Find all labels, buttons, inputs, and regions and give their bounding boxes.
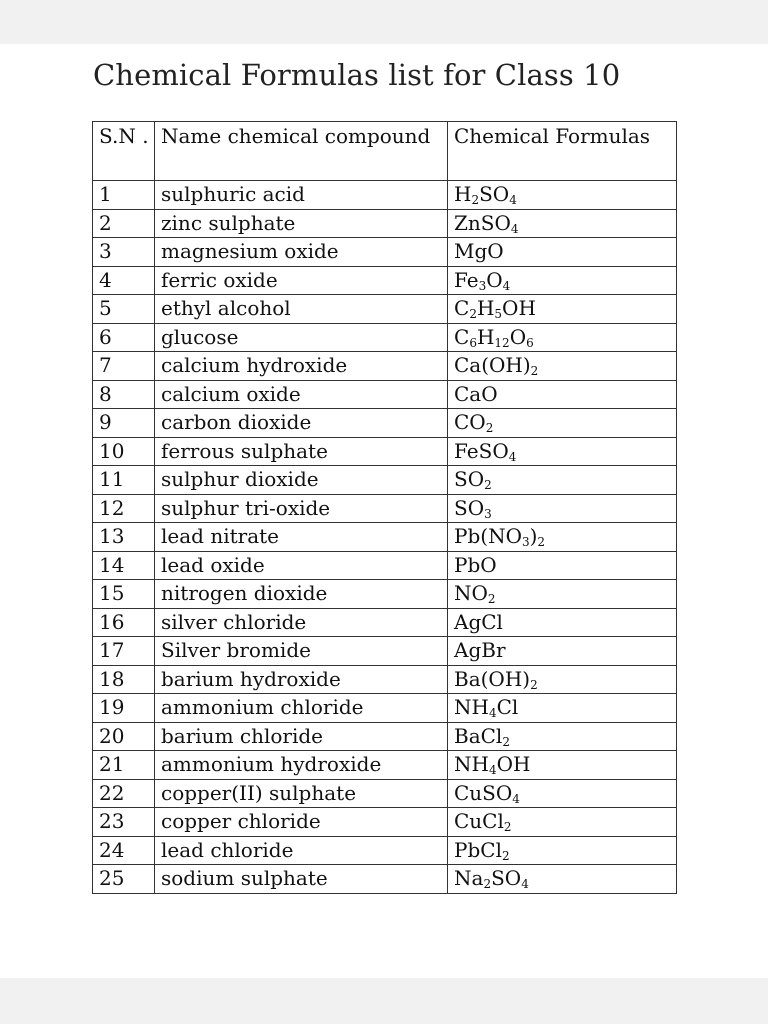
serial-number-cell: 20 (93, 722, 155, 751)
header-serial-number: S.N . (93, 122, 155, 181)
serial-number-cell: 4 (93, 266, 155, 295)
table-row (93, 779, 677, 808)
chemical-formula-cell: $NO_2$ (448, 580, 677, 609)
compound-name-cell: copper(II) sulphate (155, 779, 448, 808)
table-row (93, 836, 677, 865)
chemical-formula-cell: MgO (448, 238, 677, 267)
table-header-row (93, 122, 677, 181)
compound-name-cell: ammonium chloride (155, 694, 448, 723)
table-row (93, 751, 677, 780)
table-row (93, 209, 677, 238)
chemical-formula-cell: $NH_4OH$ (448, 751, 677, 780)
compound-name-cell: magnesium oxide (155, 238, 448, 267)
compound-name-cell: silver chloride (155, 608, 448, 637)
serial-number-cell: 8 (93, 380, 155, 409)
chemical-formula-cell: AgBr (448, 637, 677, 666)
page-title: Chemical Formulas list for Class 10 (93, 58, 621, 92)
table-row (93, 181, 677, 210)
compound-name-cell: ferrous sulphate (155, 437, 448, 466)
compound-name-cell: carbon dioxide (155, 409, 448, 438)
table-row (93, 323, 677, 352)
header-chemical-formula: Chemical Formulas (448, 122, 677, 181)
chemical-formula-cell: $C_6H_{12}O_6$ (448, 323, 677, 352)
serial-number-cell: 23 (93, 808, 155, 837)
chemical-formula-cell: $SO_3$ (448, 494, 677, 523)
compound-name-cell: lead chloride (155, 836, 448, 865)
compound-name-cell: calcium oxide (155, 380, 448, 409)
serial-number-cell: 16 (93, 608, 155, 637)
table-row (93, 380, 677, 409)
serial-number-cell: 14 (93, 551, 155, 580)
compound-name-cell: zinc sulphate (155, 209, 448, 238)
table-row (93, 694, 677, 723)
chemical-formula-cell: FeSO$_4$ (448, 437, 677, 466)
serial-number-cell: 25 (93, 865, 155, 894)
chemical-formula-cell: BaCl$_2$ (448, 722, 677, 751)
table-row (93, 494, 677, 523)
document-page (0, 44, 768, 978)
chemical-formula-cell: ZnSO$_4$ (448, 209, 677, 238)
chemical-formula-cell: PbO (448, 551, 677, 580)
compound-name-cell: Silver bromide (155, 637, 448, 666)
chemical-formula-cell: $H_2SO_4$ (448, 181, 677, 210)
chemical-formula-cell: $SO_2$ (448, 466, 677, 495)
chemical-formula-cell: $Fe_3O_4$ (448, 266, 677, 295)
table-row (93, 551, 677, 580)
serial-number-cell: 10 (93, 437, 155, 466)
compound-name-cell: sulphur tri-oxide (155, 494, 448, 523)
table-row (93, 409, 677, 438)
serial-number-cell: 12 (93, 494, 155, 523)
table-row (93, 580, 677, 609)
serial-number-cell: 19 (93, 694, 155, 723)
compound-name-cell: copper chloride (155, 808, 448, 837)
table-row (93, 665, 677, 694)
compound-name-cell: ethyl alcohol (155, 295, 448, 324)
table-row (93, 608, 677, 637)
serial-number-cell: 24 (93, 836, 155, 865)
serial-number-cell: 22 (93, 779, 155, 808)
serial-number-cell: 5 (93, 295, 155, 324)
serial-number-cell: 6 (93, 323, 155, 352)
table-row (93, 238, 677, 267)
compound-name-cell: barium chloride (155, 722, 448, 751)
serial-number-cell: 17 (93, 637, 155, 666)
chemical-formula-cell: $Ca(OH)_2$ (448, 352, 677, 381)
chemical-formulas-table (92, 121, 677, 894)
chemical-formula-cell: $Pb(NO_3)_2$ (448, 523, 677, 552)
header-compound-name: Name chemical compound (155, 122, 448, 181)
serial-number-cell: 9 (93, 409, 155, 438)
table-row (93, 865, 677, 894)
chemical-formula-cell: CuSO$_4$ (448, 779, 677, 808)
compound-name-cell: calcium hydroxide (155, 352, 448, 381)
compound-name-cell: sodium sulphate (155, 865, 448, 894)
chemical-formula-cell: CuCl$_2$ (448, 808, 677, 837)
table-body (93, 181, 677, 894)
compound-name-cell: sulphur dioxide (155, 466, 448, 495)
table-row (93, 295, 677, 324)
table-row (93, 437, 677, 466)
compound-name-cell: nitrogen dioxide (155, 580, 448, 609)
serial-number-cell: 11 (93, 466, 155, 495)
chemical-formula-cell: $CO_2$ (448, 409, 677, 438)
compound-name-cell: barium hydroxide (155, 665, 448, 694)
chemical-formula-cell: AgCl (448, 608, 677, 637)
table-row (93, 523, 677, 552)
serial-number-cell: 3 (93, 238, 155, 267)
serial-number-cell: 21 (93, 751, 155, 780)
compound-name-cell: lead oxide (155, 551, 448, 580)
compound-name-cell: ferric oxide (155, 266, 448, 295)
table-row (93, 466, 677, 495)
chemical-formula-cell: CaO (448, 380, 677, 409)
table-row (93, 722, 677, 751)
serial-number-cell: 15 (93, 580, 155, 609)
chemical-formula-cell: $NH_4Cl$ (448, 694, 677, 723)
chemical-formula-cell: PbCl$_2$ (448, 836, 677, 865)
compound-name-cell: ammonium hydroxide (155, 751, 448, 780)
serial-number-cell: 7 (93, 352, 155, 381)
serial-number-cell: 18 (93, 665, 155, 694)
chemical-formula-cell: $Ba(OH)_2$ (448, 665, 677, 694)
table-row (93, 637, 677, 666)
serial-number-cell: 13 (93, 523, 155, 552)
table-row (93, 266, 677, 295)
serial-number-cell: 1 (93, 181, 155, 210)
serial-number-cell: 2 (93, 209, 155, 238)
compound-name-cell: glucose (155, 323, 448, 352)
chemical-formula-cell: $Na_2SO_4$ (448, 865, 677, 894)
table-row (93, 808, 677, 837)
table-row (93, 352, 677, 381)
chemical-formula-cell: $C_2H_5OH$ (448, 295, 677, 324)
compound-name-cell: sulphuric acid (155, 181, 448, 210)
compound-name-cell: lead nitrate (155, 523, 448, 552)
